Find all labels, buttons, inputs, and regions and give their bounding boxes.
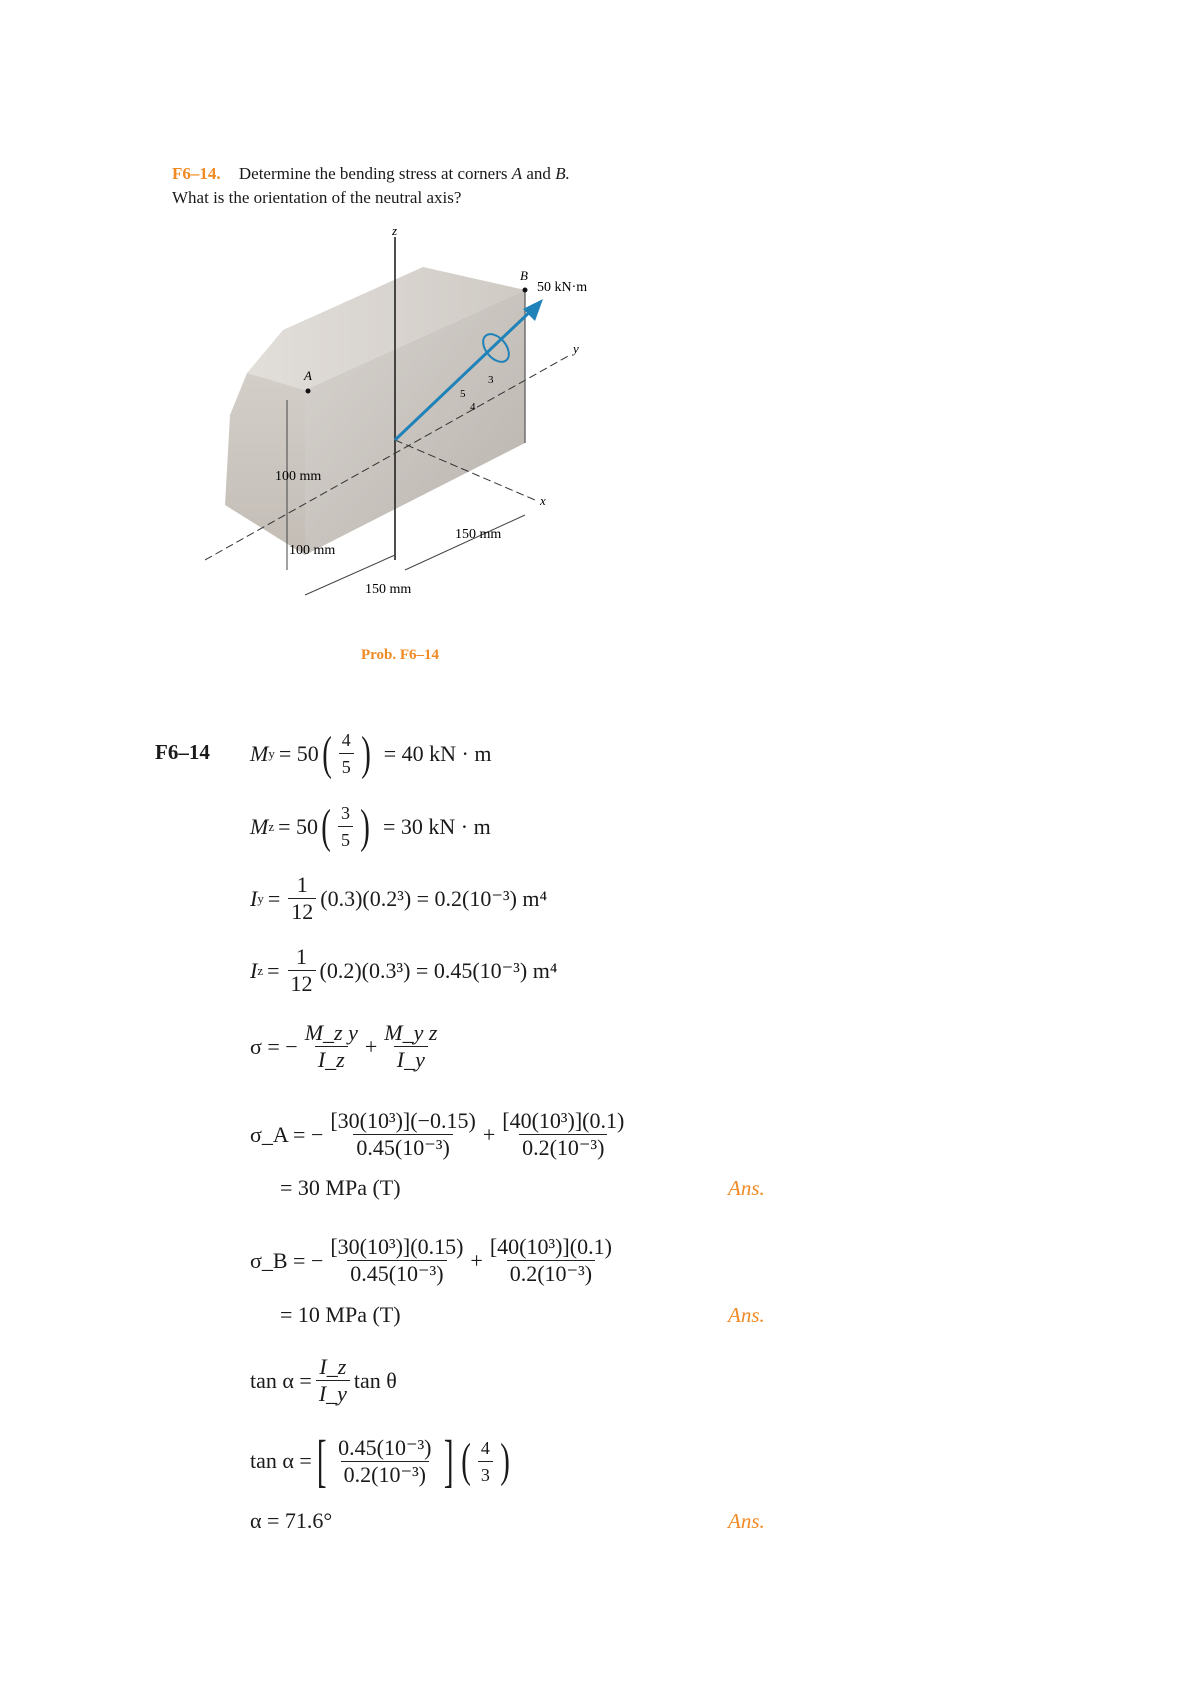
paren-close: ): [360, 726, 371, 780]
ans-sigma-a: Ans.: [728, 1176, 765, 1200]
iy-symbol: I: [250, 885, 258, 911]
label-dim-150-front: 150 mm: [365, 582, 412, 597]
eq-mz: [250, 800, 491, 853]
label-a: A: [304, 368, 312, 383]
iy-expr: (0.3)(0.2³) = 0.2(10⁻³) m⁴: [320, 885, 548, 911]
sa-den-1: 0.45(10⁻³): [353, 1134, 452, 1161]
sa-frac-2: [499, 1108, 627, 1161]
my-coef: = 50: [278, 740, 319, 766]
eq-sigma-a: [250, 1108, 631, 1161]
moment-arrowhead: [523, 299, 543, 321]
label-dim-100-bottom: 100 mm: [289, 543, 336, 558]
corner-b-ref: B.: [555, 164, 570, 183]
equals: =: [267, 885, 281, 911]
my-num: 4: [341, 730, 351, 750]
mz-result: = 30 kN · m: [383, 813, 491, 839]
sb-plus: +: [470, 1247, 483, 1273]
label-z: z: [392, 225, 398, 238]
iy-subscript: y: [257, 890, 264, 906]
sigma-plus: +: [364, 1033, 378, 1059]
mz-coef: = 50: [278, 813, 319, 839]
sigma-num-2: M_y z: [384, 1020, 438, 1045]
label-x: x: [540, 493, 546, 508]
label-ratio-4: 4: [470, 401, 476, 413]
paren-close: ): [360, 799, 370, 853]
sb-den-2: 0.2(10⁻³): [507, 1260, 595, 1287]
sb-den-1: 0.45(10⁻³): [347, 1260, 446, 1287]
tan1-rhs: tan θ: [353, 1367, 397, 1393]
sa-plus: +: [482, 1121, 496, 1147]
corner-a-ref: A: [511, 164, 523, 183]
tan1-num: I_z: [319, 1354, 347, 1379]
alpha-result: α = 71.6°: [250, 1508, 333, 1533]
label-y: y: [573, 341, 579, 356]
sigma-num-1: M_z y: [304, 1020, 358, 1045]
label-dim-100-top: 100 mm: [275, 469, 322, 484]
mz-fraction: [338, 800, 353, 853]
iz-expr: (0.2)(0.3³) = 0.45(10⁻³) m⁴: [319, 957, 558, 983]
ans-alpha: Ans.: [728, 1509, 765, 1533]
sa-num-1: [30(10³)](−0.15): [330, 1108, 476, 1133]
problem-line-1: [172, 162, 570, 186]
eq-iy: [250, 872, 547, 925]
equals: =: [267, 957, 280, 983]
iz-fraction: [288, 944, 316, 997]
sigma-frac-2: [381, 1020, 440, 1073]
sa-frac-1: [327, 1108, 478, 1161]
paren-open: (: [321, 799, 331, 853]
iy-fraction: [288, 872, 316, 925]
tan2-den: 0.2(10⁻³): [341, 1461, 429, 1488]
iz-den: 12: [288, 970, 316, 997]
mz-den: 5: [338, 826, 353, 853]
mz-num: 3: [341, 803, 351, 823]
bracket-open: [: [316, 1428, 327, 1493]
point-b: [523, 288, 528, 293]
tan2-lhs: tan α =: [250, 1448, 312, 1473]
eq-my: [250, 727, 491, 780]
my-den: 5: [339, 753, 354, 780]
sa-den-2: 0.2(10⁻³): [519, 1134, 607, 1161]
tan1-den: I_y: [316, 1380, 350, 1407]
tan1-fraction: [316, 1354, 350, 1407]
tan2-fraction: [335, 1435, 434, 1488]
label-ratio-5: 5: [460, 388, 466, 400]
sigma-den-1: I_z: [315, 1046, 348, 1073]
my-result: = 40 kN · m: [383, 740, 492, 766]
iy-num: 1: [296, 872, 308, 897]
sb-frac-2: [487, 1234, 615, 1287]
eq-tan-1: [250, 1354, 397, 1407]
tan1-lhs: tan α =: [250, 1367, 312, 1393]
sb-num-2: [40(10³)](0.1): [489, 1234, 612, 1259]
sa-lhs: σ_A = −: [250, 1121, 324, 1147]
iz-subscript: z: [257, 962, 264, 978]
solution-label: F6–14: [155, 740, 210, 764]
sb-frac-1: [327, 1234, 466, 1287]
sb-result: = 10 MPa (T): [280, 1302, 401, 1327]
label-dim-150-side: 150 mm: [455, 527, 502, 542]
tan2-num: 0.45(10⁻³): [338, 1434, 432, 1460]
point-a: [306, 389, 311, 394]
tan2-ratio-den: 3: [478, 1461, 493, 1488]
figure-caption: Prob. F6–14: [361, 647, 440, 663]
paren-open: (: [461, 1434, 471, 1487]
eq-sigma-b: [250, 1234, 619, 1287]
my-symbol: M: [250, 740, 269, 766]
dim-line-side: [405, 515, 525, 570]
label-moment: 50 kN·m: [537, 280, 588, 295]
beam-figure: [205, 225, 625, 645]
block-left-face: [225, 373, 305, 555]
sb-num-1: [30(10³)](0.15): [330, 1234, 464, 1259]
problem-number: F6–14.: [172, 164, 221, 183]
eq-iz: [250, 944, 557, 997]
paren-close: ): [500, 1434, 510, 1487]
eq-tan-2: [250, 1428, 513, 1493]
sa-result: = 30 MPa (T): [280, 1175, 401, 1200]
mz-subscript: z: [268, 818, 275, 834]
tan2-ratio: [478, 1435, 493, 1488]
sigma-den-2: I_y: [394, 1046, 428, 1073]
label-ratio-3: 3: [488, 374, 494, 386]
sb-lhs: σ_B = −: [250, 1247, 324, 1273]
problem-text: Determine the bending stress at corners: [238, 164, 508, 183]
sigma-frac-1: [302, 1020, 361, 1073]
ans-sigma-b: Ans.: [728, 1303, 765, 1327]
problem-line-2: What is the orientation of the neutral axis?: [172, 188, 462, 207]
iy-den: 12: [288, 898, 316, 925]
paren-open: (: [321, 726, 332, 780]
my-fraction: [339, 727, 354, 780]
label-b: B: [520, 268, 528, 283]
sa-num-2: [40(10³)](0.1): [502, 1108, 625, 1133]
eq-sigma: [250, 1020, 444, 1073]
iz-num: 1: [296, 944, 308, 969]
my-subscript: y: [268, 745, 275, 761]
problem-and: and: [526, 164, 551, 183]
mz-symbol: M: [250, 813, 269, 839]
iz-symbol: I: [250, 957, 258, 983]
sigma-lhs: σ = −: [250, 1033, 298, 1059]
problem-statement: [172, 162, 570, 210]
bracket-close: ]: [443, 1428, 454, 1493]
tan2-ratio-num: 4: [480, 1437, 490, 1458]
